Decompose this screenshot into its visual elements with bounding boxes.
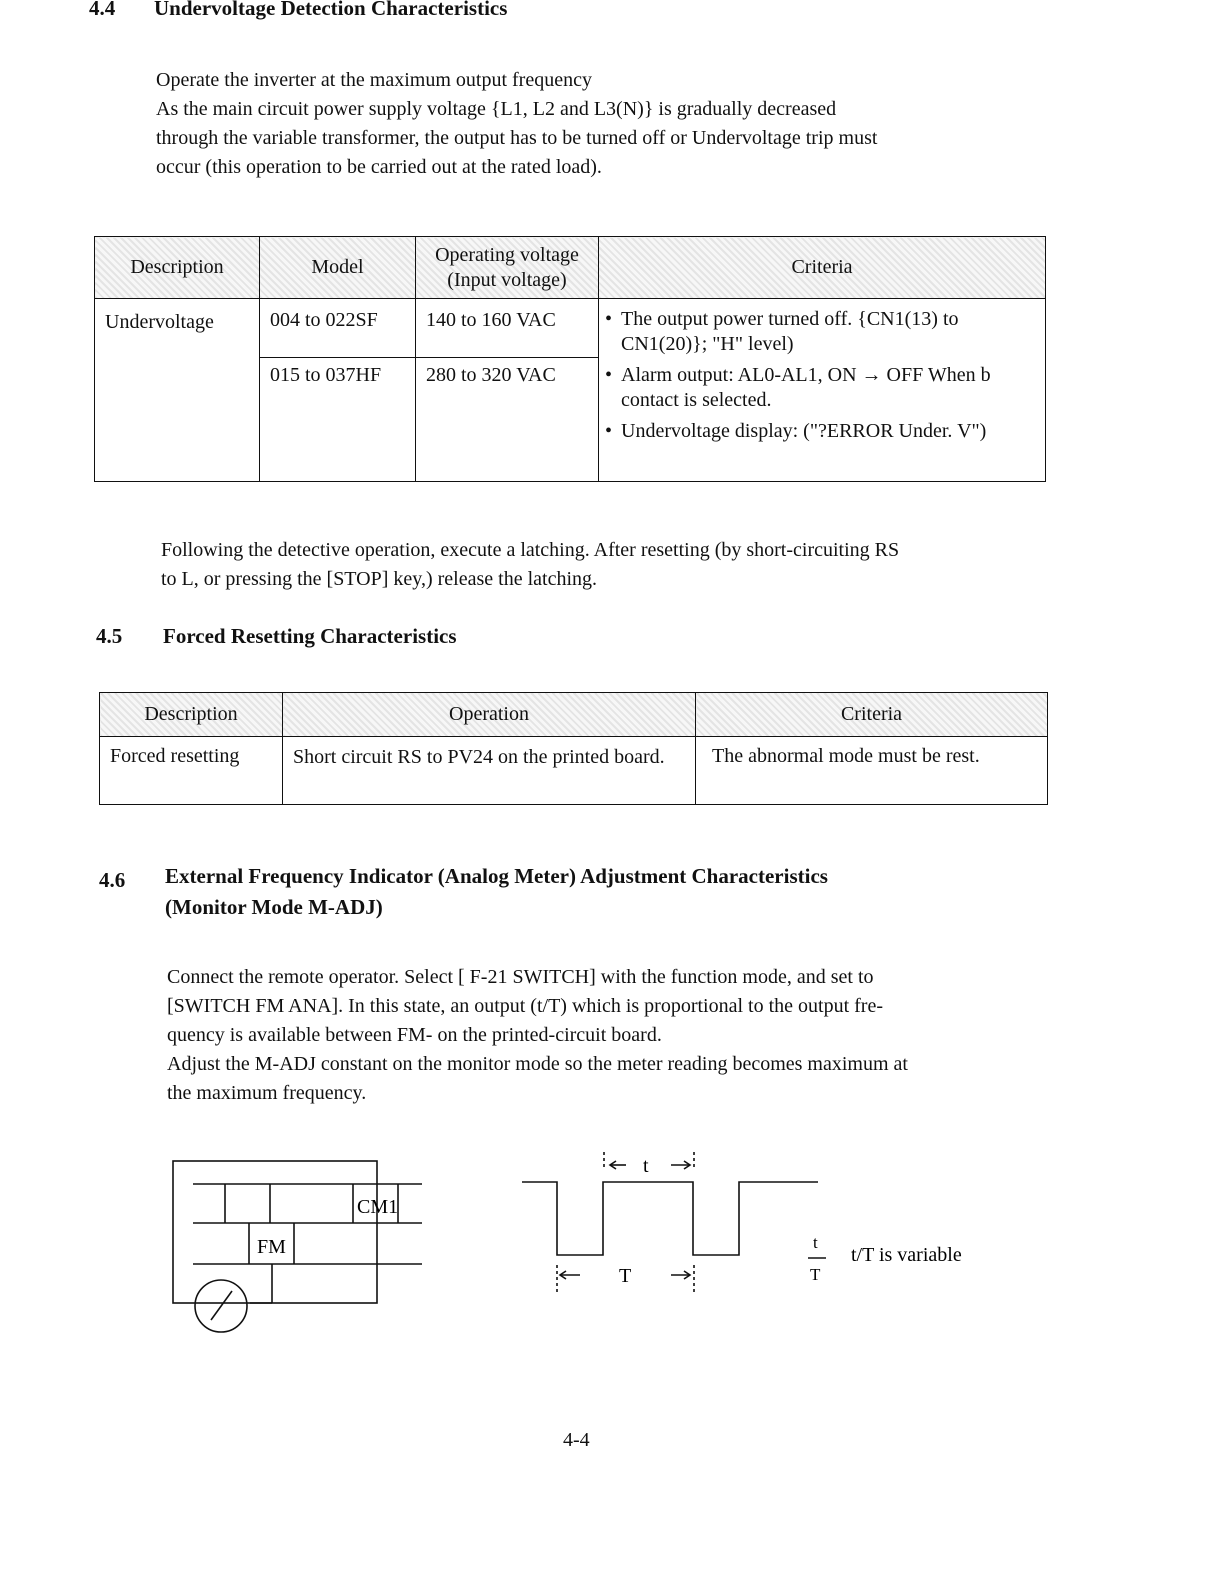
- paragraph-line: through the variable transformer, the output has to be turned off or Undervoltage trip must: [156, 127, 878, 149]
- page-number: 4-4: [563, 1429, 590, 1451]
- paragraph-line: quency is available between FM- on the printed-circuit board.: [167, 1024, 662, 1046]
- paragraph-line: Connect the remote operator. Select [ F-21 SWITCH] with the function mode, and set to: [167, 966, 874, 988]
- section-4-6-title: External Frequency Indicator (Analog Meter) Adjustment Characteristics: [165, 864, 828, 888]
- cell-voltage: 140 to 160 VAC: [416, 299, 599, 358]
- criteria-text: Alarm output: AL0-AL1, ON → OFF When b contact is selected.: [621, 364, 991, 411]
- cell-criteria: The abnormal mode must be rest.: [696, 737, 1048, 805]
- criteria-text: Undervoltage display: ("?ERROR Under. V"): [621, 420, 987, 442]
- header-criteria: Criteria: [696, 693, 1048, 737]
- meter-circuit-diagram: [173, 1161, 422, 1332]
- section-4-5-title: Forced Resetting Characteristics: [163, 624, 457, 648]
- paragraph-line: the maximum frequency.: [167, 1082, 367, 1104]
- header-operating-voltage-line2: (Input voltage): [447, 268, 567, 291]
- circuit-outer-frame: [173, 1161, 377, 1303]
- criteria-item: • The output power turned off. {CN1(13) to CN1(20)}; "H" level): [605, 307, 1037, 357]
- variable-label: t/T is variable: [851, 1244, 962, 1266]
- header-operating-voltage-line1: Operating voltage: [435, 243, 579, 266]
- fm-label: FM: [257, 1236, 286, 1258]
- cell-description: Undervoltage: [95, 299, 260, 482]
- criteria-item: • Undervoltage display: ("?ERROR Under. V"): [605, 420, 987, 442]
- fraction-denominator: T: [810, 1265, 821, 1284]
- paragraph-line: occur (this operation to be carried out at the rated load).: [156, 156, 602, 178]
- header-model: Model: [260, 237, 416, 299]
- cell-voltage: 280 to 320 VAC: [416, 358, 599, 482]
- paragraph-line: Operate the inverter at the maximum output frequency: [156, 69, 592, 91]
- section-4-6-subtitle: (Monitor Mode M-ADJ): [165, 895, 383, 919]
- fraction-numerator: t: [813, 1233, 818, 1252]
- paragraph-line: Following the detective operation, execute a latching. After resetting (by short-circuiting RS: [161, 539, 900, 561]
- header-criteria: Criteria: [599, 237, 1046, 299]
- criteria-text: The output power turned off. {CN1(13) to CN1(20)}; "H" level): [621, 308, 959, 355]
- header-operation: Operation: [283, 693, 696, 737]
- T-label: T: [619, 1265, 632, 1287]
- cell-operation: Short circuit RS to PV24 on the printed board.: [283, 737, 696, 805]
- section-4-4-number: 4.4: [89, 0, 116, 20]
- cell-model: 015 to 037HF: [260, 358, 416, 482]
- t-label: t: [643, 1155, 649, 1177]
- header-description: Description: [100, 693, 283, 737]
- section-4-5-number: 4.5: [96, 624, 123, 648]
- cell-model: 004 to 022SF: [260, 299, 416, 358]
- cm1-label: CM1: [357, 1196, 399, 1218]
- paragraph-line: to L, or pressing the [STOP] key,) release the latching.: [161, 568, 597, 590]
- section-4-6-number: 4.6: [99, 868, 126, 892]
- criteria-item: • Alarm output: AL0-AL1, ON → OFF When b contact is selected.: [605, 363, 1037, 413]
- paragraph-line: As the main circuit power supply voltage {L1, L2 and L3(N)} is gradually decreased: [156, 98, 837, 120]
- section-4-4-title: Undervoltage Detection Characteristics: [154, 0, 508, 20]
- pulse-waveform: [522, 1152, 826, 1292]
- pwm-signal-line: [522, 1182, 818, 1255]
- cell-description: Forced resetting: [100, 737, 283, 805]
- paragraph-line: Adjust the M-ADJ constant on the monitor mode so the meter reading becomes maximum at: [167, 1053, 908, 1075]
- header-description: Description: [95, 237, 260, 299]
- paragraph-line: [SWITCH FM ANA]. In this state, an output (t/T) which is proportional to the output fre-: [167, 995, 884, 1017]
